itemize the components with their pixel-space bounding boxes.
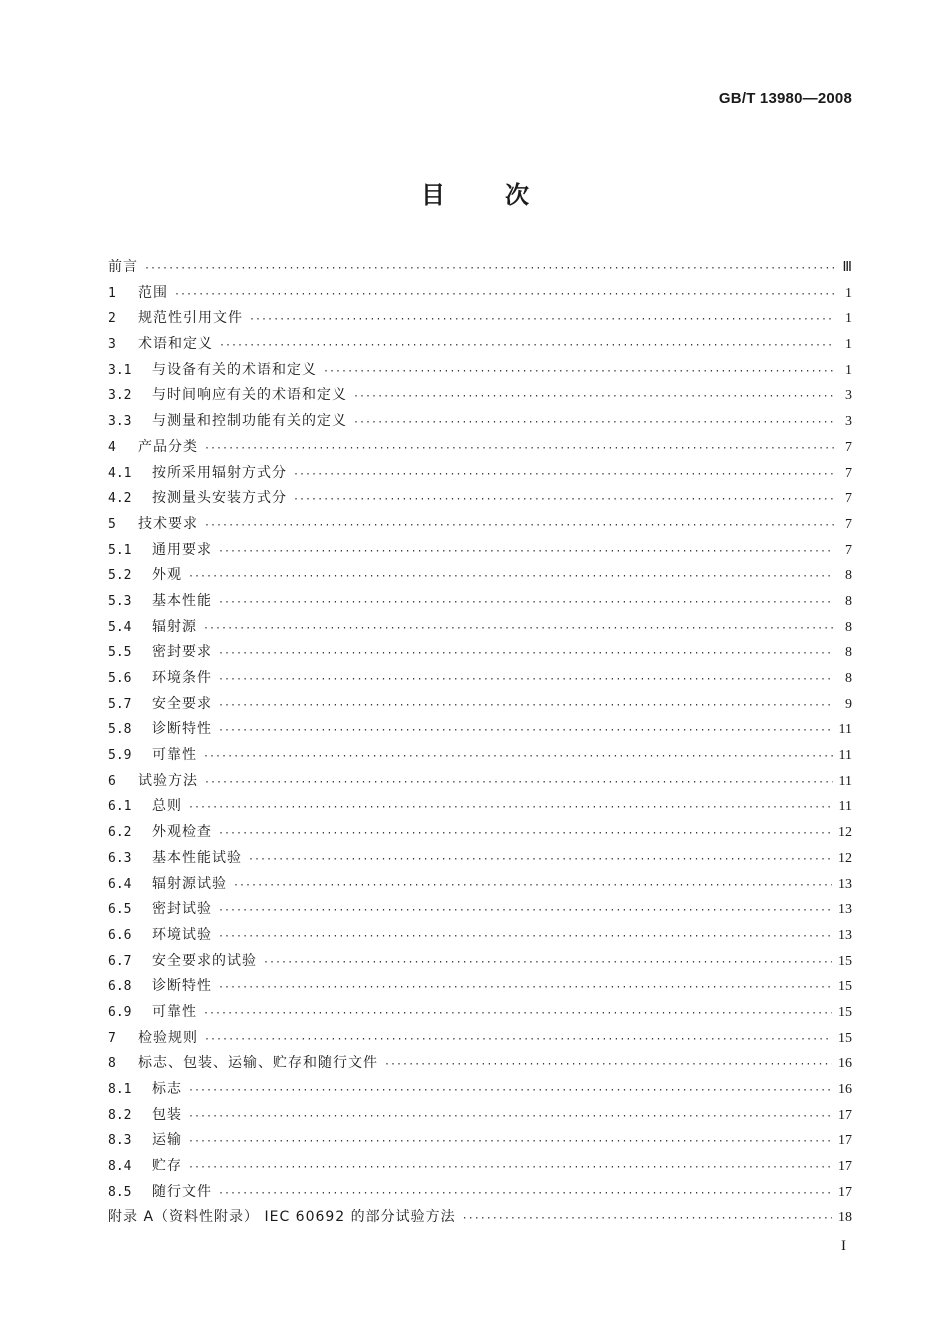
toc-entry-label: 诊断特性 [152, 978, 212, 995]
toc-entry[interactable] [108, 1128, 852, 1154]
toc-dot-leader [293, 487, 834, 513]
toc-dot-leader [218, 821, 832, 847]
toc-entry-page: 1 [845, 311, 852, 327]
toc-entry[interactable] [108, 589, 852, 615]
toc-entry-page: 3 [845, 414, 852, 430]
toc-entry[interactable] [108, 872, 852, 898]
toc-entry[interactable] [108, 1154, 852, 1180]
toc-entry-number: 5.5 [108, 645, 132, 661]
toc-entry-label: 随行文件 [152, 1183, 212, 1200]
toc-entry-number: 8 [108, 1056, 116, 1072]
toc-entry-page: 7 [845, 542, 852, 558]
toc-entry-label: 基本性能试验 [152, 849, 242, 866]
toc-entry-page: 17 [838, 1159, 852, 1175]
toc-entry-page: Ⅲ [842, 260, 852, 275]
toc-entry-number: 5.2 [108, 568, 132, 584]
toc-dot-leader [203, 616, 834, 642]
toc-entry-label: 密封试验 [152, 901, 212, 918]
toc-entry[interactable] [108, 1180, 852, 1206]
toc-entry-label: 与设备有关的术语和定义 [152, 361, 317, 378]
toc-entry[interactable] [108, 1205, 852, 1231]
toc-entry-number: 2 [108, 311, 116, 327]
toc-entry-number: 6.4 [108, 876, 132, 892]
toc-dot-leader [188, 1129, 832, 1155]
toc-entry[interactable] [108, 949, 852, 975]
toc-entry[interactable] [108, 358, 852, 384]
toc-entry-label: 规范性引用文件 [138, 310, 243, 327]
toc-entry[interactable] [108, 486, 852, 512]
toc-dot-leader [188, 1155, 832, 1181]
toc-entry[interactable] [108, 1000, 852, 1026]
toc-entry-page: 7 [845, 465, 852, 481]
toc-entry-page: 12 [838, 850, 852, 866]
toc-entry-number: 5.9 [108, 748, 132, 764]
toc-entry-label: 包装 [152, 1106, 182, 1123]
toc-dot-leader [218, 641, 834, 667]
toc-entry-page: 15 [838, 953, 852, 969]
table-of-contents [108, 255, 852, 1231]
toc-dot-leader [248, 847, 832, 873]
toc-entry-number: 6.3 [108, 850, 132, 866]
toc-entry[interactable] [108, 769, 852, 795]
toc-entry-page: 3 [845, 388, 852, 404]
toc-entry-page: 8 [845, 568, 852, 584]
toc-entry-page: 11 [838, 748, 852, 764]
toc-entry[interactable] [108, 820, 852, 846]
toc-entry-page: 8 [845, 671, 852, 686]
toc-dot-leader [353, 384, 834, 410]
toc-entry-label: 可靠性 [152, 747, 197, 764]
toc-dot-leader [219, 333, 834, 359]
toc-entry-label: 安全要求的试验 [152, 952, 257, 969]
toc-entry-number: 5.1 [108, 542, 132, 558]
toc-entry-number: 3.3 [108, 414, 132, 430]
toc-entry[interactable] [108, 640, 852, 666]
toc-dot-leader [188, 1078, 832, 1104]
toc-dot-leader [218, 898, 832, 924]
toc-entry-page: 8 [845, 593, 852, 609]
toc-dot-leader [204, 1027, 832, 1053]
toc-dot-leader [204, 770, 833, 796]
toc-entry-number: 6.9 [108, 1004, 132, 1020]
toc-dot-leader [218, 667, 834, 693]
toc-entry-label: 检验规则 [138, 1029, 198, 1046]
toc-entry-page: 9 [845, 696, 852, 712]
toc-entry-page: 13 [838, 927, 852, 943]
toc-entry-label: 环境条件 [152, 670, 212, 686]
toc-entry-number: 8.4 [108, 1159, 132, 1175]
toc-entry-page: 13 [838, 876, 852, 892]
toc-dot-leader [263, 950, 832, 976]
toc-entry-page: 18 [838, 1210, 852, 1226]
toc-dot-leader [188, 564, 834, 590]
toc-entry[interactable] [108, 974, 852, 1000]
toc-entry[interactable] [108, 897, 852, 923]
toc-entry-page: 11 [838, 799, 852, 815]
toc-entry[interactable] [108, 692, 852, 718]
toc-entry-number: 6.7 [108, 953, 132, 969]
toc-dot-leader [384, 1052, 832, 1078]
toc-dot-leader [203, 744, 833, 770]
toc-entry-label: 标志 [152, 1081, 182, 1097]
toc-entry-label: 附录 A（资料性附录） IEC 60692 的部分试验方法 [108, 1209, 456, 1226]
toc-entry[interactable] [108, 281, 852, 307]
toc-entry-label: 辐射源 [152, 618, 197, 635]
toc-entry-page: 11 [838, 722, 852, 738]
title-char-2: 次 [505, 180, 529, 209]
toc-entry-page: 8 [845, 645, 852, 661]
toc-entry-label: 与测量和控制功能有关的定义 [152, 413, 347, 430]
toc-entry-number: 4.2 [108, 491, 132, 507]
toc-entry-label: 贮存 [152, 1158, 182, 1175]
toc-entry[interactable] [108, 306, 852, 332]
toc-dot-leader [218, 1181, 832, 1207]
toc-entry-page: 12 [838, 825, 852, 841]
toc-entry[interactable] [108, 743, 852, 769]
toc-dot-leader [218, 924, 832, 950]
toc-dot-leader [218, 590, 834, 616]
toc-entry[interactable] [108, 435, 852, 461]
toc-entry-label: 诊断特性 [152, 721, 212, 738]
standard-code: GB/T 13980—2008 [718, 90, 852, 107]
toc-dot-leader [144, 256, 834, 282]
toc-entry[interactable] [108, 1051, 852, 1077]
toc-entry-number: 7 [108, 1030, 116, 1046]
toc-entry-number: 8.1 [108, 1082, 132, 1097]
toc-entry-label: 范围 [138, 284, 168, 301]
toc-entry[interactable] [108, 332, 852, 358]
toc-dot-leader [188, 1104, 832, 1130]
toc-entry[interactable] [108, 846, 852, 872]
toc-entry[interactable] [108, 255, 852, 281]
toc-entry-page: 15 [838, 979, 852, 995]
toc-entry-label: 安全要求 [152, 695, 212, 712]
toc-entry-number: 5.8 [108, 722, 132, 738]
toc-entry[interactable] [108, 409, 852, 435]
toc-entry[interactable] [108, 1103, 852, 1129]
toc-entry-number: 4.1 [108, 465, 132, 481]
toc-entry-label: 通用要求 [152, 541, 212, 558]
toc-entry-label: 前言 [108, 259, 138, 275]
toc-entry[interactable] [108, 615, 852, 641]
toc-entry[interactable] [108, 1077, 852, 1103]
toc-entry[interactable] [108, 512, 852, 538]
toc-entry-label: 外观 [152, 567, 182, 584]
toc-entry-label: 技术要求 [138, 515, 198, 532]
toc-entry-page: 17 [838, 1107, 852, 1123]
toc-entry-page: 1 [845, 337, 852, 353]
toc-entry-page: 17 [838, 1184, 852, 1200]
toc-entry[interactable] [108, 383, 852, 409]
toc-entry-label: 环境试验 [152, 926, 212, 943]
toc-entry-page: 7 [845, 516, 852, 532]
toc-entry-number: 6.6 [108, 927, 132, 943]
toc-dot-leader [204, 436, 834, 462]
toc-entry-number: 1 [108, 285, 116, 301]
toc-entry-page: 16 [838, 1056, 852, 1072]
toc-entry-label: 与时间响应有关的术语和定义 [152, 387, 347, 404]
toc-entry-page: 11 [838, 773, 852, 789]
toc-entry-number: 3.2 [108, 388, 132, 404]
toc-entry-page: 17 [838, 1133, 852, 1149]
toc-entry-label: 可靠性 [152, 1003, 197, 1020]
toc-entry-label: 标志、包装、运输、贮存和随行文件 [138, 1055, 378, 1072]
toc-dot-leader [204, 513, 834, 539]
toc-dot-leader [353, 410, 834, 436]
toc-entry-label: 总则 [152, 798, 182, 815]
toc-entry-number: 3.1 [108, 362, 132, 378]
toc-dot-leader [218, 693, 834, 719]
toc-entry-page: 1 [845, 362, 852, 378]
toc-dot-leader [293, 462, 834, 488]
toc-entry-page: 1 [845, 285, 852, 301]
toc-entry-label: 基本性能 [152, 592, 212, 609]
toc-entry-page: 16 [838, 1082, 852, 1097]
toc-entry-number: 6.8 [108, 979, 132, 995]
toc-entry[interactable] [108, 461, 852, 487]
toc-dot-leader [218, 975, 832, 1001]
toc-entry-number: 6 [108, 773, 116, 789]
toc-dot-leader [218, 718, 833, 744]
toc-entry-number: 5.7 [108, 696, 132, 712]
toc-dot-leader [323, 359, 834, 385]
toc-entry-page: 15 [838, 1030, 852, 1046]
toc-entry[interactable] [108, 923, 852, 949]
toc-entry-number: 5.3 [108, 593, 132, 609]
toc-entry[interactable] [108, 538, 852, 564]
toc-entry-label: 运输 [152, 1132, 182, 1149]
toc-entry[interactable] [108, 1026, 852, 1052]
toc-entry-number: 4 [108, 439, 116, 455]
toc-entry-page: 7 [845, 439, 852, 455]
toc-entry-label: 外观检查 [152, 824, 212, 841]
toc-entry-number: 6.1 [108, 799, 132, 815]
toc-entry[interactable] [108, 666, 852, 692]
toc-entry-number: 6.2 [108, 825, 132, 841]
toc-entry-number: 5.4 [108, 619, 132, 635]
toc-entry-label: 产品分类 [138, 438, 198, 455]
toc-entry-label: 按所采用辐射方式分 [152, 464, 287, 481]
toc-entry[interactable] [108, 717, 852, 743]
toc-entry[interactable] [108, 794, 852, 820]
toc-entry-number: 6.5 [108, 902, 132, 918]
toc-entry-number: 8.3 [108, 1133, 132, 1149]
page-folio: I [841, 1238, 846, 1254]
toc-entry-label: 密封要求 [152, 644, 212, 661]
toc-dot-leader [218, 539, 834, 565]
toc-dot-leader [233, 873, 832, 899]
toc-entry-label: 按测量头安装方式分 [152, 490, 287, 507]
toc-entry-number: 5 [108, 516, 116, 532]
toc-dot-leader [188, 795, 833, 821]
toc-entry-number: 8.2 [108, 1107, 132, 1123]
toc-entry-page: 13 [838, 902, 852, 918]
toc-dot-leader [462, 1206, 832, 1232]
toc-entry[interactable] [108, 563, 852, 589]
toc-entry-number: 5.6 [108, 671, 132, 686]
toc-dot-leader [203, 1001, 832, 1027]
toc-dot-leader [174, 282, 834, 308]
page-title [0, 175, 950, 210]
title-char-1: 目 [421, 180, 445, 209]
toc-entry-label: 术语和定义 [138, 336, 213, 353]
toc-entry-page: 15 [838, 1004, 852, 1020]
toc-entry-number: 3 [108, 337, 116, 353]
toc-entry-page: 8 [845, 619, 852, 635]
toc-entry-label: 试验方法 [138, 772, 198, 789]
toc-dot-leader [249, 307, 834, 333]
toc-entry-number: 8.5 [108, 1184, 132, 1200]
toc-entry-label: 辐射源试验 [152, 875, 227, 892]
toc-entry-page: 7 [845, 491, 852, 507]
